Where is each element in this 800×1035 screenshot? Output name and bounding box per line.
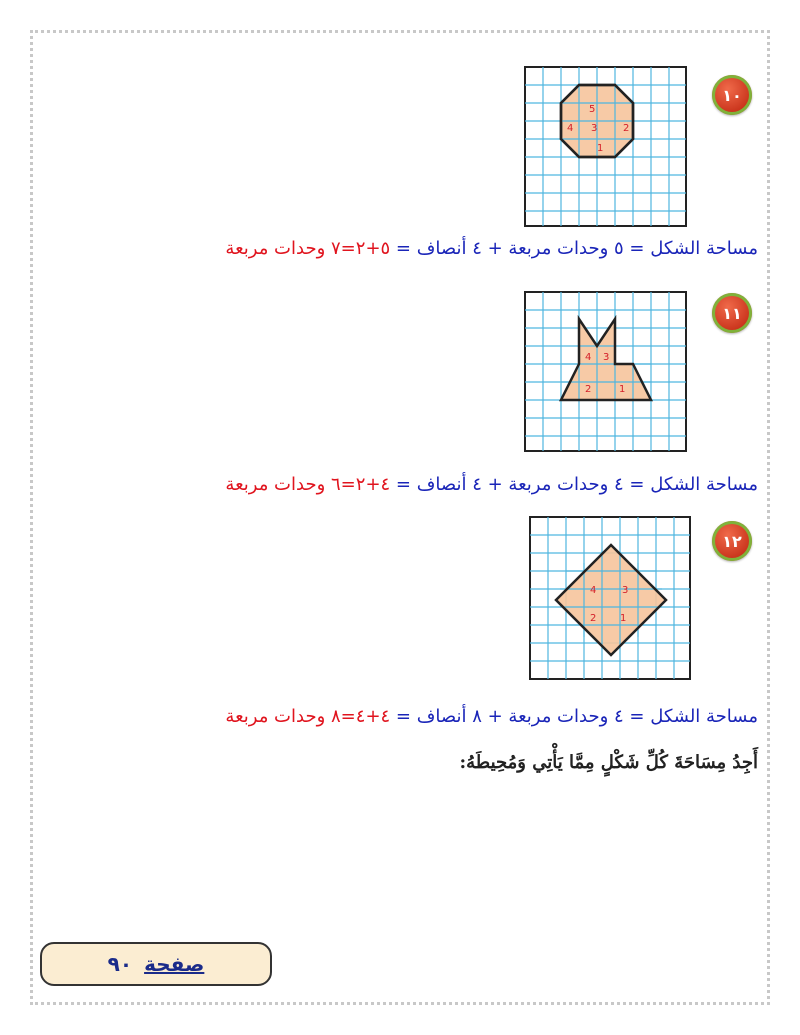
square-label: 4 [567,123,574,134]
problem-number: ١٠ [722,85,742,105]
diamond-grid-figure [528,515,692,681]
square-label: 1 [620,613,627,624]
formula-prefix: مساحة الشكل = ٤ وحدات مربعة + ٤ أنصاف = [390,474,758,495]
square-label: 4 [585,352,592,363]
problem-number-badge [712,521,752,561]
square-label: 2 [623,123,630,134]
square-label: 3 [591,123,598,134]
square-label: 5 [589,104,596,115]
formula-result: ٤+٢=٦ وحدات مربعة [225,474,391,495]
square-label: 1 [619,384,626,395]
page-number: ٩٠ [107,952,133,976]
square-label: 3 [603,352,610,363]
problem-number-badge [712,293,752,333]
problem-number: ١١ [722,303,742,323]
formula-prefix: مساحة الشكل = ٤ وحدات مربعة + ٨ أنصاف = [390,706,758,727]
area-formula [225,238,758,259]
area-formula [225,706,758,727]
square-label: 2 [585,384,592,395]
problem-number-badge [712,75,752,115]
instruction-text: أَجِدُ مِسَاحَةَ كُلِّ شَكْلٍ مِمَّا يَأْتِي وَمُحِيطَهُ: [459,752,758,773]
square-label: 2 [590,613,597,624]
formula-prefix: مساحة الشكل = ٥ وحدات مربعة + ٤ أنصاف = [390,238,758,259]
cat-shape-grid-figure [523,290,688,453]
page-number-label [40,942,272,986]
page-word: صفحة [144,952,205,976]
square-label: 3 [622,585,629,596]
octagon-grid-figure [523,65,688,228]
area-formula [225,474,758,495]
formula-result: ٥+٢=٧ وحدات مربعة [225,238,391,259]
square-label: 4 [590,585,597,596]
formula-result: ٤+٤=٨ وحدات مربعة [225,706,391,727]
square-label: 1 [597,143,604,154]
problem-number: ١٢ [722,531,742,551]
